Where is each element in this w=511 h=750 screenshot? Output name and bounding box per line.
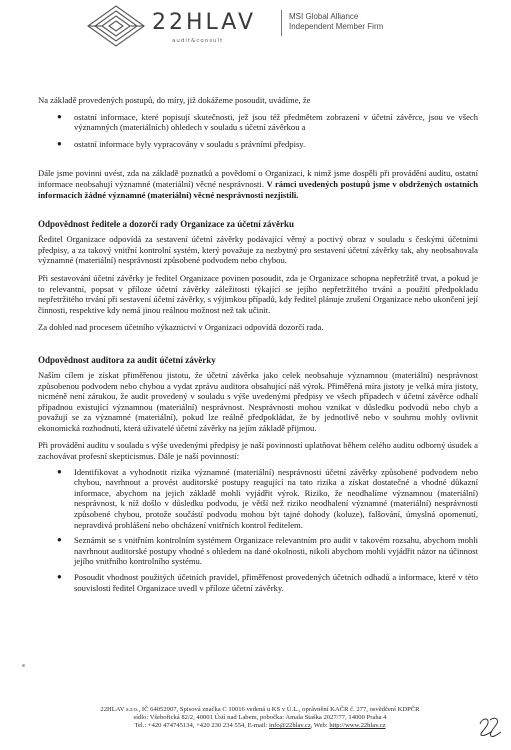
auditor-paragraph-1: Naším cílem je získat přiměřenou jistotu, že účetní závěrka jako celek neobsahuje významnou (materiální) nesprávnost způsobenou podvodem nebo chybou a vydat zprávu auditora obsahující náš výrok. Přiměřená míra jistoty je velká míra jistoty, nicméně není zárukou, že audit provedený v souladu s výše uvedenými předpisy ve všech případech v účetní závěrce odhalí případnou existující významnou (materiální) nesprávnost. Nesprávnosti mohou vznikat v důsledku podvodů nebo chyb a považují se za významné (materiální), pokud lze reálně předpokládat, že by jednotlivě nebo v souhrnu mohly ovlivnit ekonomická rozhodnutí, která uživatelé účetní závěrky na jejím základě přijmou. <box>38 369 478 433</box>
bullet-dot-icon: ● <box>57 572 62 581</box>
bullet-dot-icon: ● <box>57 138 62 148</box>
auditor-bullet-list <box>38 467 478 594</box>
auditor-bullet-1 <box>38 467 478 531</box>
findings-text: Dále jsme povinni uvést, zda na základě poznatků a povědomí o Organizaci, k nimž jsme dospěli při provádění auditu, ostatní informace neobsahují významné (materiální) věcné nesprávnosti. <box>38 168 478 189</box>
auditor-bullet-3 <box>38 572 478 593</box>
director-paragraph-3: Za dohled nad procesem účetního výkaznictví v Organizaci odpovídá dozorčí rada. <box>38 322 324 333</box>
letterhead <box>0 0 511 58</box>
bullet-text: Seznámit se s vnitřním kontrolním systémem Organizace relevantním pro audit v takovém rozsahu, abychom mohli navrhnout auditorské postupy vhodné s ohledem na dané okolnosti, nikoli abychom mohli vyjádřit názor na účinnost jejího vnitřního kontrolního systému. <box>74 535 478 567</box>
footer-company-line: 22HLAV s.r.o., IČ 64052907, Spisová značka C 10016 vedená u KS v Ú.L., oprávnění KAČR č. 277, osvědčení KDPČR <box>100 706 420 713</box>
bullet-dot-icon: ● <box>57 111 62 121</box>
bullet-text: Posoudit vhodnost použitých účetních pravidel, přiměřenost provedených účetních odhadů a informace, které v této souvislosti ředitel Organizace uvedl v příloze účetní závěrky. <box>74 572 478 593</box>
findings-paragraph <box>38 168 478 200</box>
diamond-maze-logo-icon <box>86 4 146 48</box>
header-divider <box>281 10 282 36</box>
alliance-line-2: Independent Member Firm <box>289 22 384 31</box>
bullet-text: Identifikovat a vyhodnotit rizika významné (materiální) nesprávnosti účetní závěrky způsobené podvodem nebo chybou, navrhnout a provést auditorské postupy reagující na tato rizika a získat dostatečné a vhodné důkazní informace, abychom na jejich základě mohli vyjádřit výrok. Riziko, že neodhalíme významnou (materiální) nesprávnost, k níž došlo v důsledku podvodu, je větší než riziko neodhalení významné (materiální) nesprávnosti způsobené chybou, protože součástí podvodu mohou být tajné dohody (koluze), falšování, úmyslná opomenutí, nepravdivá prohlášení nebo obcházení vnitřních kontrol ředitelem. <box>74 466 478 530</box>
bullet-text: ostatní informace, které popisují skutečnosti, jež jsou též předmětem zobrazení v účetní závěrce, jsou ve všech významných (materiálních) ohledech v souladu s účetní závěrkou a <box>74 111 478 133</box>
footer-address-line: sídlo: Všebořická 82/2, 40001 Ústí nad Labem, pobočka: Amala Staška 2027/77, 14000 Praha 4 <box>133 714 387 721</box>
bullet-dot-icon: ● <box>57 535 62 545</box>
handwritten-signature-icon <box>474 712 504 742</box>
footer-contact-line <box>40 722 480 730</box>
director-paragraph-2: Při sestavování účetní závěrky je ředitel Organizace povinen posoudit, zda je Organizace schopna nepřetržitě trvat, a pokud je to relevantní, popsat v příloze účetní závěrky záležitosti týkající se jejího nepřetržitého trvání a použití předpokladu nepřetržitého trvání při sestavení účetní závěrky, s výjimkou případů, kdy ředitel plánuje zrušení Organizace nebo ukončení její činnosti, respektive kdy nemá jinou reálnou možnost než tak učinit. <box>38 272 478 315</box>
section-heading-auditor: Odpovědnost auditora za audit účetní závěrky <box>38 354 216 365</box>
intro-bullet-2 <box>38 139 478 150</box>
auditor-bullet-2 <box>38 535 478 567</box>
bullet-text: ostatní informace byly vypracovány v souladu s právními předpisy. <box>74 138 306 149</box>
email-link[interactable]: info@22hlav.cz <box>269 722 311 729</box>
intro-bullet-1 <box>38 112 478 133</box>
intro-paragraph: Na základě provedených postupů, do míry, již dokážeme posoudit, uvádíme, že <box>38 95 311 105</box>
findings-conclusion: V rámci uvedených postupů jsme v obdržených ostatních informacích žádné významné (materiální) věcné nesprávnosti nezjistili. <box>38 178 478 200</box>
section-heading-director: Odpovědnost ředitele a dozorčí rady Organizace za účetní závěrku <box>38 219 294 230</box>
brand-name: 22HLAV <box>152 10 256 35</box>
director-paragraph-1: Ředitel Organizace odpovídá za sestavení účetní závěrky podávající věrný a poctivý obraz v souladu s českými účetními předpisy, a za takový vnitřní kontrolní systém, který považuje za nezbytný pro sestavení účetní závěrky tak, aby neobsahovala významné (materiální) nesprávnosti způsobené podvodem nebo chybou. <box>38 234 478 266</box>
margin-mark <box>22 664 25 667</box>
footer-separator: , Web: <box>310 722 330 729</box>
alliance-info <box>289 12 383 32</box>
web-link[interactable]: http://www.22hlav.cz <box>329 722 386 729</box>
brand-tagline: audit&consult <box>172 38 224 44</box>
alliance-line-1: MSI Global Alliance <box>289 12 359 21</box>
auditor-paragraph-2: Při provádění auditu v souladu s výše uvedenými předpisy je naší povinností uplatňovat během celého auditu odborný úsudek a zachovávat profesní skepticismus. Dále je naší povinností: <box>38 440 478 462</box>
bullet-dot-icon: ● <box>57 466 62 476</box>
intro-bullet-list <box>38 112 478 150</box>
report-body <box>38 95 478 593</box>
page-footer <box>40 706 480 730</box>
footer-phone: Tel.: +420 474745134, +420 230 234 554, E-mail: <box>134 722 270 729</box>
